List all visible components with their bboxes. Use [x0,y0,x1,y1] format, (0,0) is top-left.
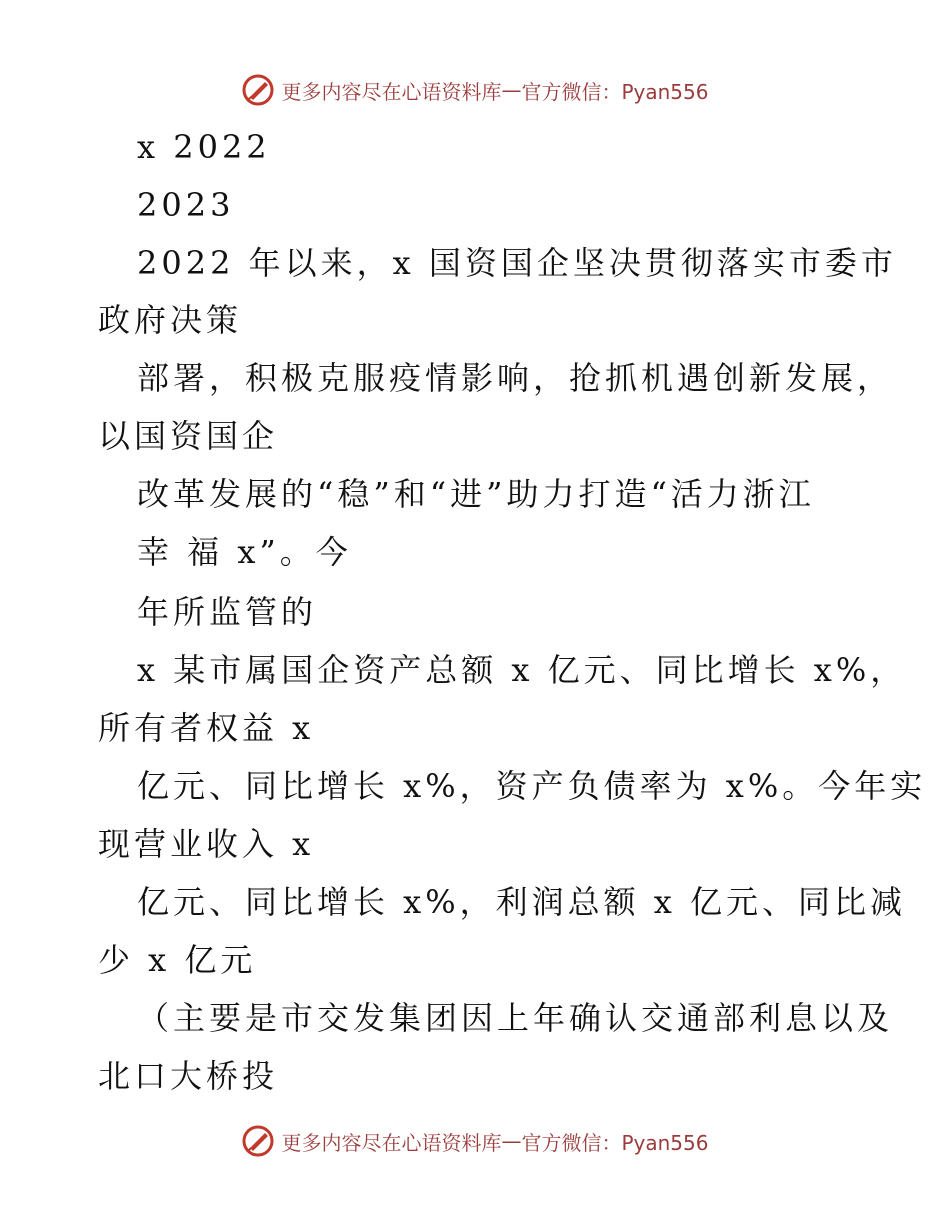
doc-line: x 某市属国企资产总额 x 亿元、同比增长 x%， [137,651,907,689]
doc-line: 所有者权益 x [98,709,315,747]
watermark-contact: 官方微信：Pyan556 [521,1130,709,1155]
doc-line: 2022 年以来，x 国资国企坚决贯彻落实市委市 [137,244,897,282]
watermark-separator: — [501,1129,522,1153]
watermark-contact: 官方微信：Pyan556 [521,79,709,104]
watermark-text: 更多内容尽在心语资料库 [281,1130,502,1155]
quill-logo-icon [241,1124,275,1158]
doc-line: （主要是市交发集团因上年确认交通部利息以及 [137,999,894,1037]
doc-line: 北口大桥投 [98,1057,279,1095]
doc-line: 政府决策 [98,301,243,339]
doc-line: 2023 [137,186,235,224]
doc-line: 现营业收入 x [98,825,315,863]
doc-line: 亿元、同比增长 x%，资产负债率为 x%。今年实 [137,767,927,805]
doc-line: 改革发展的“稳”和“进”助力打造“活力浙江 [137,475,815,513]
doc-line: 少 x 亿元 [98,941,257,979]
watermark-text: 更多内容尽在心语资料库 [281,79,502,104]
doc-line: 年所监管的 [137,593,318,631]
doc-line: 以国资国企 [98,417,279,455]
watermark-separator: — [501,78,522,102]
doc-line: x 2022 [137,128,271,166]
doc-line: 亿元、同比增长 x%，利润总额 x 亿元、同比减 [137,883,907,921]
doc-line: 部署，积极克服疫情影响，抢抓机遇创新发展， [137,359,894,397]
footer-watermark [0,1121,950,1161]
doc-line: 幸 福 x”。今 [137,533,352,571]
